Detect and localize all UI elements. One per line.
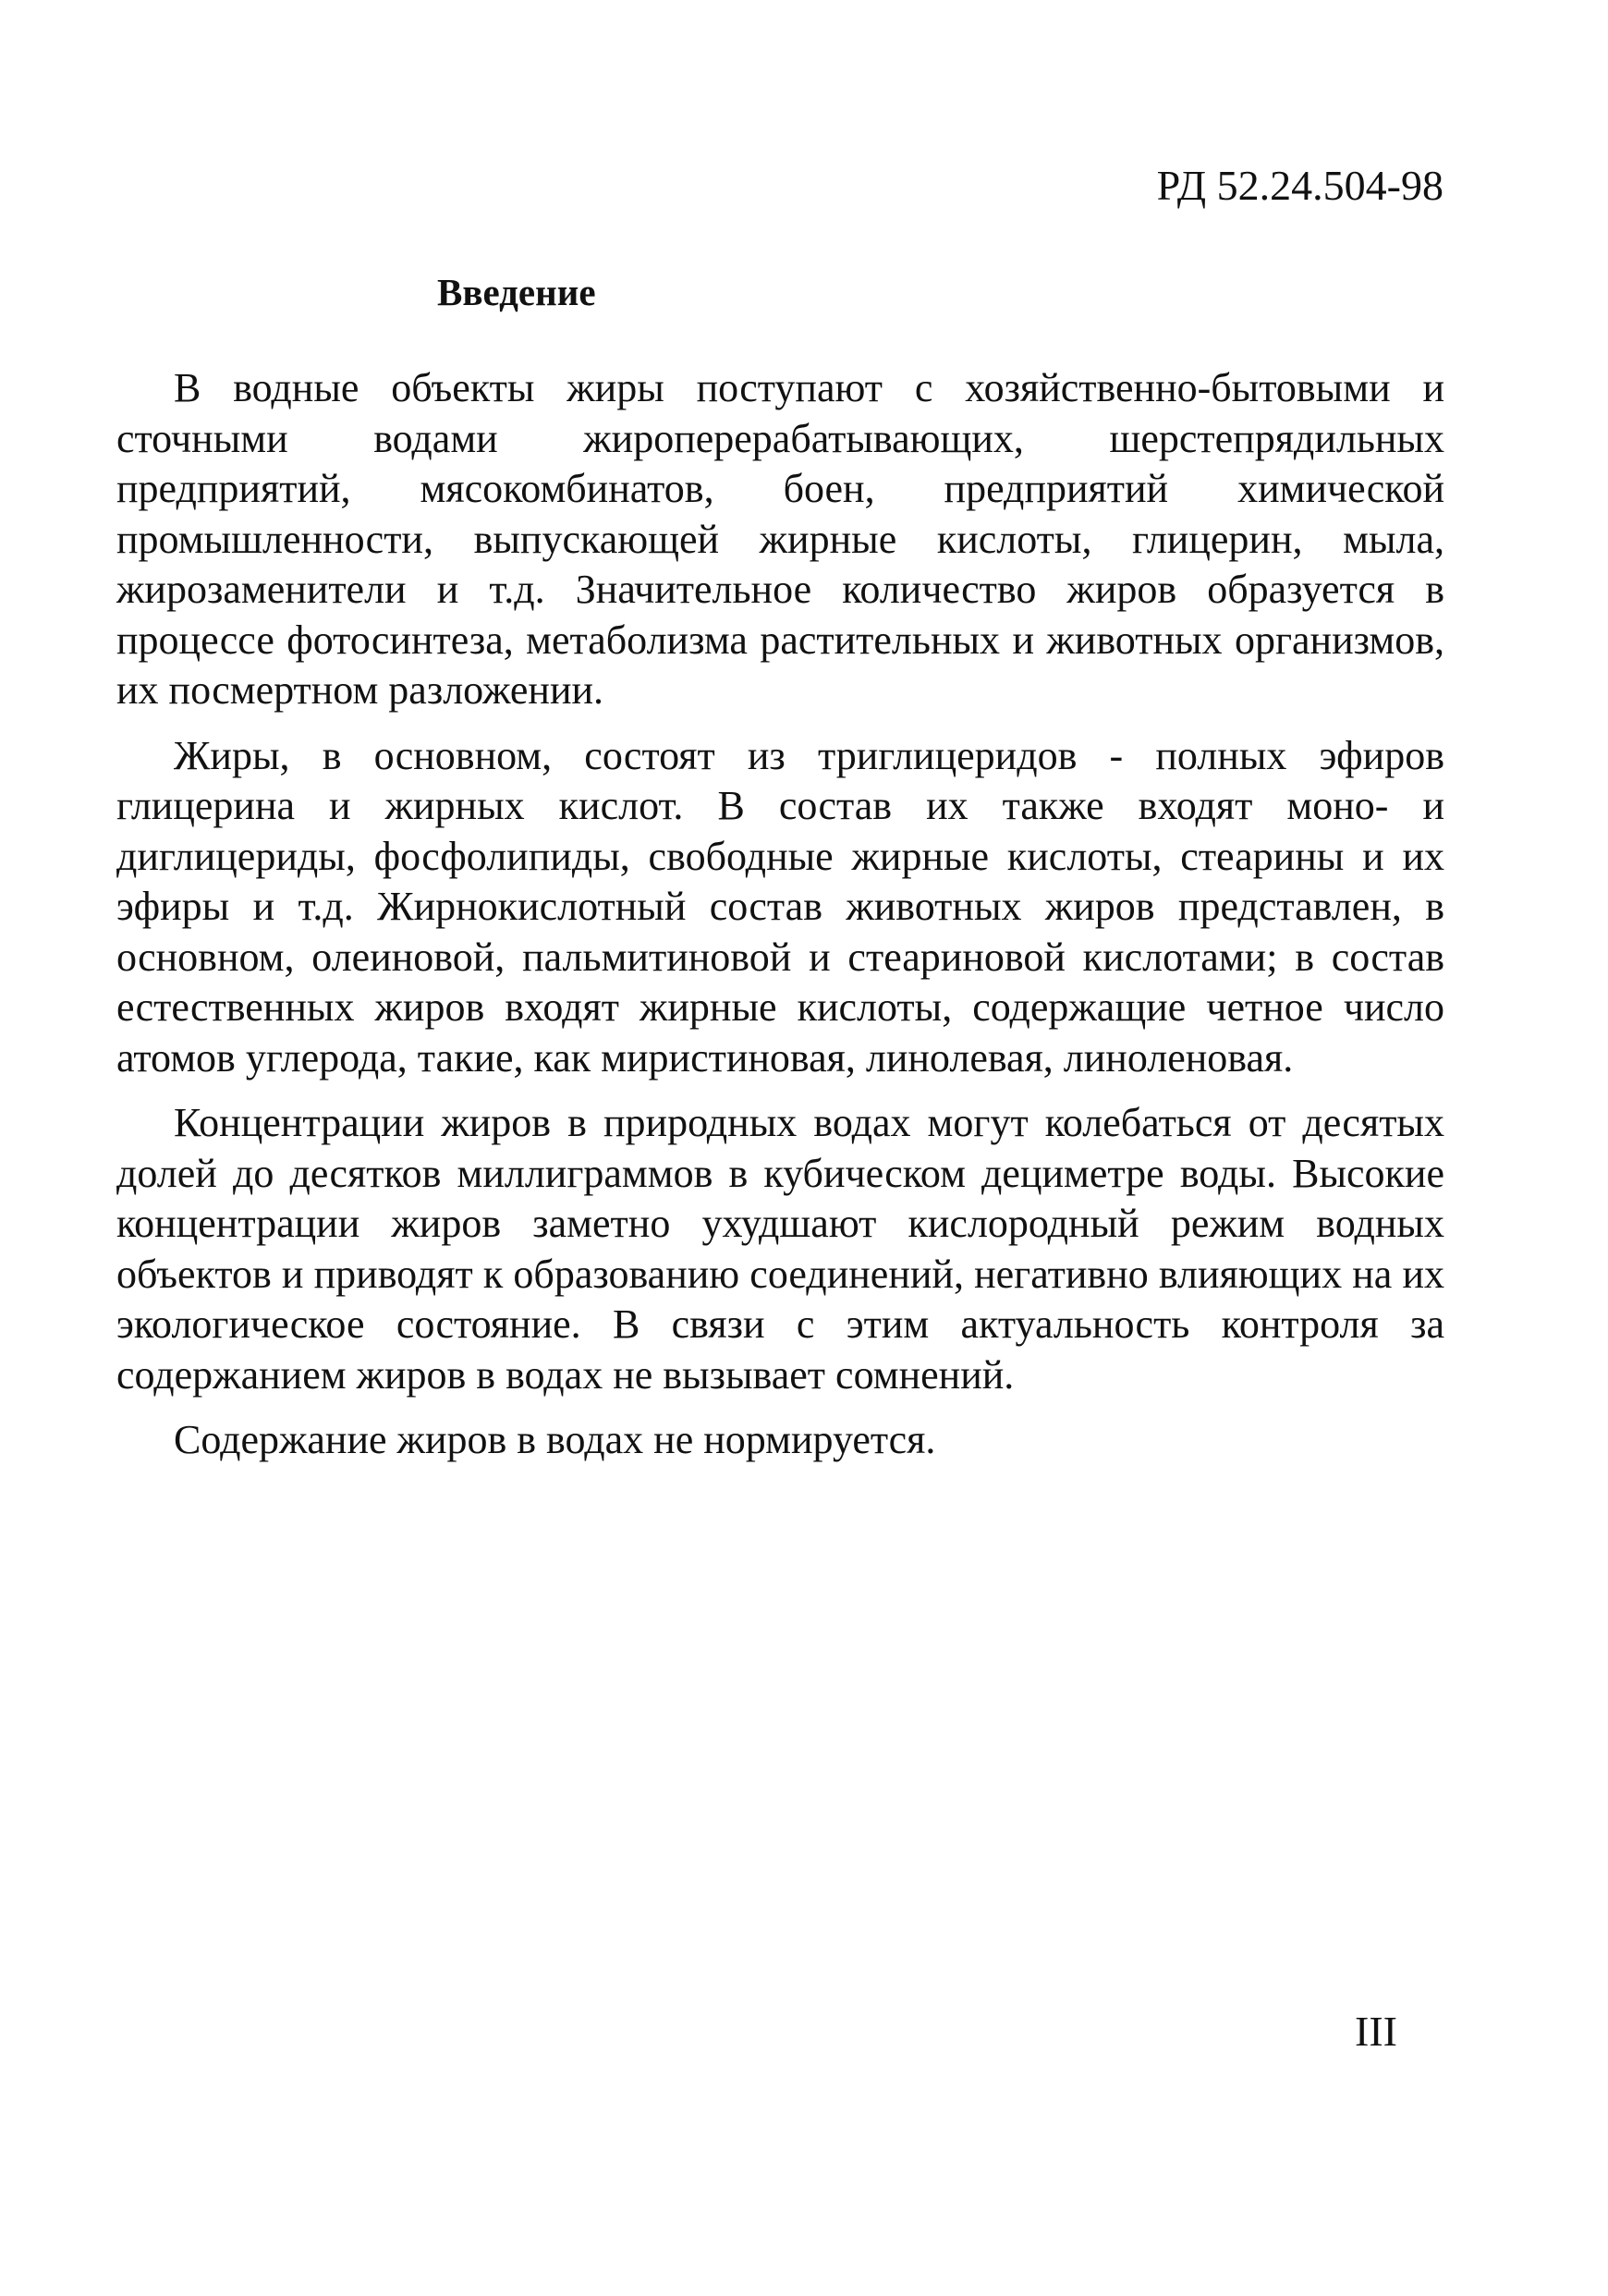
- paragraph: В водные объекты жиры поступают с хозяйственно-бытовыми и сточными водами жироперерабатывающих, шерстепрядильных предприятий, мясокомбинатов, боен, предприятий химической промышленности, выпускающей жирные кислоты, глицерин, мыла, жирозаменители и т.д. Значительное количество жиров образуется в процессе фотосинтеза, метаболизма растительных и животных организмов, их посмертном разложении.: [116, 365, 1444, 713]
- page-number: III: [1355, 2008, 1397, 2055]
- paragraph: Жиры, в основном, состоят из триглицеридов - полных эфиров глицерина и жирных кислот. В состав их также входят моно- и диглицериды, фосфолипиды, свободные жирные кислоты, стеарины и их эфиры и т.д. Жирнокислотный состав животных жиров представлен, в основном, олеиновой, пальмитиновой и стеариновой кислотами; в состав естественных жиров входят жирные кислоты, содержащие четное число атомов углерода, такие, как миристиновая, линолевая, линоленовая.: [116, 732, 1444, 1081]
- paragraph: Концентрации жиров в природных водах могут колебаться от десятых долей до десятков миллиграммов в кубическом дециметре воды. Высокие концентрации жиров заметно ухудшают кислородный режим водных объектов и приводят к образованию соединений, негативно влияющих на их экологическое состояние. В связи с этим актуальность контроля за содержанием жиров в водах не вызывает сомнений.: [116, 1100, 1444, 1398]
- paragraph: Содержание жиров в водах не нормируется.: [174, 1417, 936, 1462]
- section-title: Введение: [437, 271, 596, 313]
- document-code: РД 52.24.504-98: [1156, 162, 1444, 209]
- body-text: [116, 363, 1444, 1481]
